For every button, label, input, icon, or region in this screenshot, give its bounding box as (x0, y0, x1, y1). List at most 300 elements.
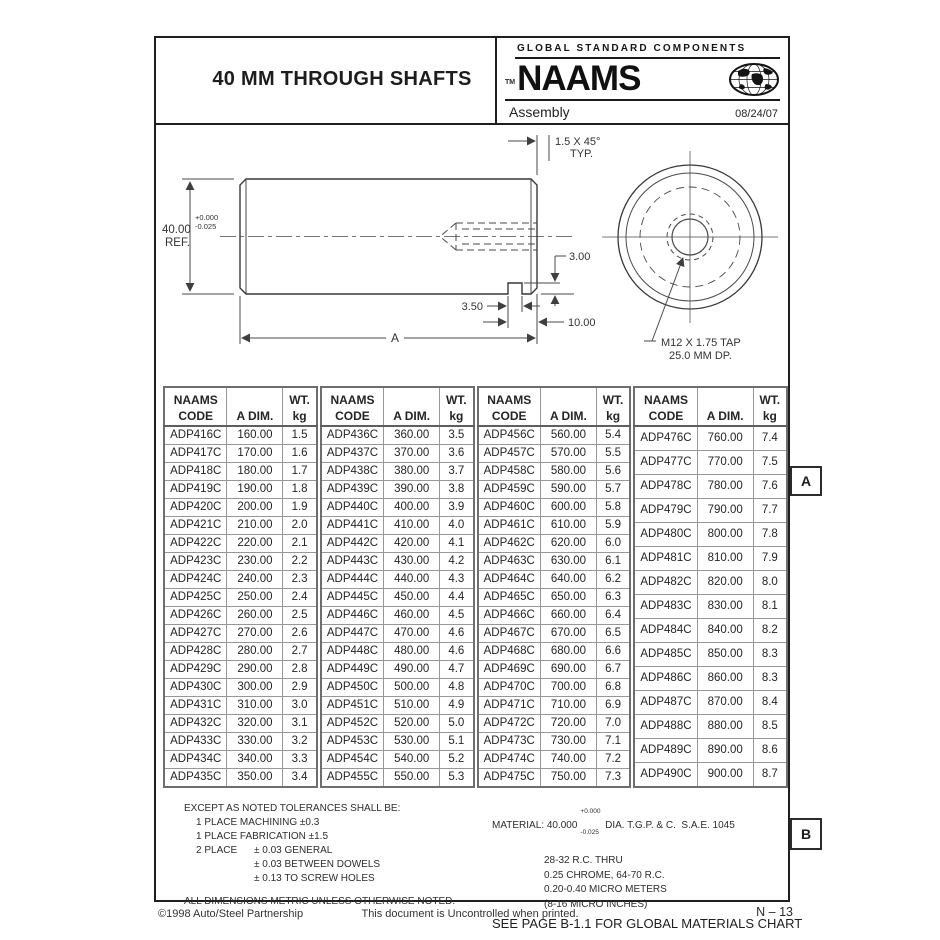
two-place-item: ± 0.13 TO SCREW HOLES (254, 873, 375, 884)
a-dim-cell: 490.00 (384, 661, 440, 679)
code-cell: ADP417C (164, 445, 227, 463)
material-detail: 0.25 CHROME, 64-70 R.C. (544, 869, 665, 881)
material-tolerance-stack (580, 794, 602, 850)
weight-cell: 6.0 (596, 535, 630, 553)
a-dim-cell: 200.00 (227, 499, 283, 517)
table-row (634, 426, 787, 451)
code-cell: ADP416C (164, 426, 227, 445)
table-row (164, 769, 317, 788)
table-row (164, 589, 317, 607)
header-a-dim: A DIM. (384, 387, 440, 426)
weight-cell: 5.4 (596, 426, 630, 445)
weight-cell: 2.8 (283, 661, 317, 679)
header-wt: WT. kg (440, 387, 474, 426)
code-cell: ADP477C (634, 451, 697, 475)
code-cell: ADP467C (478, 625, 541, 643)
code-cell: ADP455C (321, 769, 384, 788)
table-row (478, 589, 631, 607)
a-dim-cell: 670.00 (540, 625, 596, 643)
tolerance-notes (184, 802, 455, 909)
weight-cell: 1.5 (283, 426, 317, 445)
brand-tagline: GLOBAL STANDARD COMPONENTS (515, 42, 780, 59)
code-cell: ADP462C (478, 535, 541, 553)
weight-cell: 4.1 (440, 535, 474, 553)
weight-cell: 1.6 (283, 445, 317, 463)
weight-cell: 6.9 (596, 697, 630, 715)
code-cell: ADP475C (478, 769, 541, 788)
weight-cell: 4.9 (440, 697, 474, 715)
a-dim-cell: 870.00 (697, 690, 753, 714)
code-cell: ADP454C (321, 751, 384, 769)
weight-cell: 2.4 (283, 589, 317, 607)
header-naams-code: NAAMS CODE (478, 387, 541, 426)
a-dim-cell: 360.00 (384, 426, 440, 445)
table-row (164, 499, 317, 517)
parts-table-group-4 (633, 386, 788, 788)
table-row (164, 463, 317, 481)
table-row (321, 661, 474, 679)
a-dim-cell: 480.00 (384, 643, 440, 661)
material-detail: (8-16 MICRO INCHES) (544, 898, 648, 910)
table-row (321, 625, 474, 643)
a-dim-cell: 550.00 (384, 769, 440, 788)
weight-cell: 1.8 (283, 481, 317, 499)
a-dim-cell: 720.00 (540, 715, 596, 733)
code-cell: ADP420C (164, 499, 227, 517)
weight-cell: 8.2 (753, 618, 787, 642)
code-cell: ADP465C (478, 589, 541, 607)
table-row (634, 690, 787, 714)
chamfer-typ: TYP. (570, 148, 594, 160)
code-cell: ADP466C (478, 607, 541, 625)
brand-bottom-row (505, 99, 780, 120)
header-naams-code: NAAMS CODE (634, 387, 697, 426)
material-tol-plus: +0.000 (580, 808, 601, 815)
weight-cell: 3.4 (283, 769, 317, 788)
a-dim-cell: 440.00 (384, 571, 440, 589)
table-row (164, 697, 317, 715)
code-cell: ADP450C (321, 679, 384, 697)
code-cell: ADP431C (164, 697, 227, 715)
code-cell: ADP421C (164, 517, 227, 535)
table-row (164, 661, 317, 679)
weight-cell: 5.1 (440, 733, 474, 751)
weight-cell: 5.2 (440, 751, 474, 769)
technical-drawing (156, 125, 788, 385)
diameter-tol-plus: +0.000 (195, 213, 219, 222)
material-detail: 28-32 R.C. THRU (544, 855, 623, 866)
weight-cell: 4.7 (440, 661, 474, 679)
a-dim-cell: 750.00 (540, 769, 596, 788)
material-label-rest: DIA. T.G.P. & C. S.A.E. 1045 (605, 820, 735, 831)
a-dim-cell: 210.00 (227, 517, 283, 535)
table-row (634, 499, 787, 523)
table-header-row (321, 387, 474, 426)
two-place-item: ± 0.03 GENERAL (254, 845, 333, 856)
a-dim-cell: 530.00 (384, 733, 440, 751)
code-cell: ADP478C (634, 475, 697, 499)
weight-cell: 7.2 (596, 751, 630, 769)
a-dim-cell: 610.00 (540, 517, 596, 535)
code-cell: ADP460C (478, 499, 541, 517)
diameter-tol-minus: -0.025 (195, 222, 217, 231)
a-dim-cell: 460.00 (384, 607, 440, 625)
table-row (321, 517, 474, 535)
weight-cell: 3.7 (440, 463, 474, 481)
a-dim-cell: 320.00 (227, 715, 283, 733)
code-cell: ADP418C (164, 463, 227, 481)
code-cell: ADP438C (321, 463, 384, 481)
a-dim-cell: 410.00 (384, 517, 440, 535)
weight-cell: 3.6 (440, 445, 474, 463)
header-naams-code: NAAMS CODE (321, 387, 384, 426)
table-row (321, 553, 474, 571)
a-dim-cell: 590.00 (540, 481, 596, 499)
a-dim-cell: 780.00 (697, 475, 753, 499)
weight-cell: 8.3 (753, 666, 787, 690)
a-dim-cell: 280.00 (227, 643, 283, 661)
table-row (634, 475, 787, 499)
table-row (478, 697, 631, 715)
table-row (164, 426, 317, 445)
table-row (478, 426, 631, 445)
table-header-row (164, 387, 317, 426)
table-row (634, 714, 787, 738)
table-row (164, 481, 317, 499)
table-row (634, 570, 787, 594)
code-cell: ADP442C (321, 535, 384, 553)
code-cell: ADP437C (321, 445, 384, 463)
table-row (321, 733, 474, 751)
table-row (321, 535, 474, 553)
table-row (164, 607, 317, 625)
a-dim-cell: 390.00 (384, 481, 440, 499)
zone-marker-a: A (790, 466, 822, 496)
code-cell: ADP419C (164, 481, 227, 499)
weight-cell: 7.0 (596, 715, 630, 733)
weight-cell: 3.0 (283, 697, 317, 715)
copyright-text: ©1998 Auto/Steel Partnership (158, 908, 304, 920)
table-row (478, 643, 631, 661)
table-row (478, 661, 631, 679)
code-cell: ADP479C (634, 499, 697, 523)
tap-note-line1: M12 X 1.75 TAP (661, 337, 741, 349)
table-row (634, 547, 787, 571)
weight-cell: 5.0 (440, 715, 474, 733)
groove-width-dim: 3.50 (461, 301, 483, 313)
groove-offset-dim: 10.00 (568, 317, 596, 329)
weight-cell: 8.5 (753, 714, 787, 738)
a-dim-cell: 220.00 (227, 535, 283, 553)
table-row (634, 666, 787, 690)
weight-cell: 4.3 (440, 571, 474, 589)
code-cell: ADP472C (478, 715, 541, 733)
code-cell: ADP456C (478, 426, 541, 445)
table-row (164, 553, 317, 571)
a-dim-cell: 710.00 (540, 697, 596, 715)
code-cell: ADP459C (478, 481, 541, 499)
table-row (321, 697, 474, 715)
weight-cell: 7.8 (753, 523, 787, 547)
weight-cell: 3.3 (283, 751, 317, 769)
weight-cell: 7.7 (753, 499, 787, 523)
weight-cell: 5.6 (596, 463, 630, 481)
weight-cell: 6.6 (596, 643, 630, 661)
a-dim-cell: 540.00 (384, 751, 440, 769)
weight-cell: 7.6 (753, 475, 787, 499)
a-dim-cell: 640.00 (540, 571, 596, 589)
code-cell: ADP435C (164, 769, 227, 788)
brand-row (505, 59, 780, 99)
weight-cell: 6.5 (596, 625, 630, 643)
table-header-row (634, 387, 787, 426)
table-row (321, 751, 474, 769)
code-cell: ADP488C (634, 714, 697, 738)
a-dim-cell: 310.00 (227, 697, 283, 715)
table-row (321, 445, 474, 463)
a-dim-cell: 600.00 (540, 499, 596, 517)
a-dim-cell: 900.00 (697, 762, 753, 787)
two-place-block (196, 844, 455, 886)
a-dim-cell: 580.00 (540, 463, 596, 481)
code-cell: ADP476C (634, 426, 697, 451)
header-a-dim: A DIM. (697, 387, 753, 426)
a-dim-cell: 620.00 (540, 535, 596, 553)
brand-name: NAAMS (517, 59, 641, 98)
material-detail-list (544, 854, 735, 912)
code-cell: ADP453C (321, 733, 384, 751)
code-cell: ADP422C (164, 535, 227, 553)
trademark-label: TM (505, 78, 516, 86)
weight-cell: 3.9 (440, 499, 474, 517)
table-row (321, 769, 474, 788)
two-place-list (254, 844, 380, 886)
code-cell: ADP481C (634, 547, 697, 571)
code-cell: ADP446C (321, 607, 384, 625)
weight-cell: 2.3 (283, 571, 317, 589)
code-cell: ADP439C (321, 481, 384, 499)
chamfer-note: 1.5 X 45° (555, 136, 601, 148)
a-dim-cell: 770.00 (697, 451, 753, 475)
see-page-note: SEE PAGE B-1.1 FOR GLOBAL MATERIALS CHART (492, 916, 803, 931)
weight-cell: 7.3 (596, 769, 630, 788)
page-title: 40 MM THROUGH SHAFTS (212, 68, 472, 90)
weight-cell: 7.9 (753, 547, 787, 571)
code-cell: ADP458C (478, 463, 541, 481)
a-dim-cell: 700.00 (540, 679, 596, 697)
code-cell: ADP423C (164, 553, 227, 571)
a-dim-cell: 820.00 (697, 570, 753, 594)
weight-cell: 6.3 (596, 589, 630, 607)
table-row (478, 733, 631, 751)
code-cell: ADP426C (164, 607, 227, 625)
code-cell: ADP484C (634, 618, 697, 642)
weight-cell: 7.4 (753, 426, 787, 451)
code-cell: ADP463C (478, 553, 541, 571)
header-naams-code: NAAMS CODE (164, 387, 227, 426)
table-row (478, 769, 631, 788)
code-cell: ADP461C (478, 517, 541, 535)
a-dim-cell: 270.00 (227, 625, 283, 643)
code-cell: ADP468C (478, 643, 541, 661)
a-dim-cell: 430.00 (384, 553, 440, 571)
table-row (634, 451, 787, 475)
a-dim-cell: 520.00 (384, 715, 440, 733)
revision-date: 08/24/07 (735, 108, 778, 120)
a-dim-cell: 840.00 (697, 618, 753, 642)
code-cell: ADP469C (478, 661, 541, 679)
two-place-label: 2 PLACE (196, 845, 238, 856)
code-cell: ADP464C (478, 571, 541, 589)
a-dim-cell: 850.00 (697, 642, 753, 666)
a-dim-cell: 510.00 (384, 697, 440, 715)
table-row (478, 463, 631, 481)
a-dim-cell: 330.00 (227, 733, 283, 751)
weight-cell: 5.7 (596, 481, 630, 499)
table-row (164, 571, 317, 589)
a-dim-cell: 190.00 (227, 481, 283, 499)
code-cell: ADP447C (321, 625, 384, 643)
table-row (634, 738, 787, 762)
a-dim-cell: 680.00 (540, 643, 596, 661)
code-cell: ADP427C (164, 625, 227, 643)
code-cell: ADP483C (634, 594, 697, 618)
diameter-value: 40.00 (162, 224, 191, 236)
weight-cell: 5.5 (596, 445, 630, 463)
zone-marker-b: B (790, 818, 822, 850)
a-dim-cell: 730.00 (540, 733, 596, 751)
a-dim-cell: 300.00 (227, 679, 283, 697)
weight-cell: 2.5 (283, 607, 317, 625)
a-dim-cell: 350.00 (227, 769, 283, 788)
table-row (478, 553, 631, 571)
page-number: N – 13 (756, 905, 793, 919)
weight-cell: 4.0 (440, 517, 474, 535)
a-dim-cell: 380.00 (384, 463, 440, 481)
table-row (478, 751, 631, 769)
a-dim-cell: 420.00 (384, 535, 440, 553)
table-row (321, 679, 474, 697)
code-cell: ADP471C (478, 697, 541, 715)
weight-cell: 6.2 (596, 571, 630, 589)
table-row (164, 535, 317, 553)
table-row (164, 517, 317, 535)
table-row (164, 715, 317, 733)
a-dim-cell: 340.00 (227, 751, 283, 769)
a-dim-cell: 880.00 (697, 714, 753, 738)
code-cell: ADP487C (634, 690, 697, 714)
code-cell: ADP443C (321, 553, 384, 571)
weight-cell: 2.7 (283, 643, 317, 661)
table-row (321, 715, 474, 733)
a-dim-cell: 260.00 (227, 607, 283, 625)
two-place-item: ± 0.03 BETWEEN DOWELS (254, 859, 381, 870)
code-cell: ADP448C (321, 643, 384, 661)
weight-cell: 1.9 (283, 499, 317, 517)
tolerance-line: 1 PLACE MACHINING ±0.3 (196, 817, 320, 828)
length-dim-label: A (391, 331, 400, 345)
code-cell: ADP452C (321, 715, 384, 733)
table-row (634, 762, 787, 787)
tap-note-line2: 25.0 MM DP. (669, 350, 732, 362)
code-cell: ADP489C (634, 738, 697, 762)
weight-cell: 2.9 (283, 679, 317, 697)
uncontrolled-note: This document is Uncontrolled when printed. (361, 908, 579, 920)
parts-table-group-3 (477, 386, 632, 788)
tolerance-line: 1 PLACE FABRICATION ±1.5 (196, 831, 329, 842)
a-dim-cell: 450.00 (384, 589, 440, 607)
a-dim-cell: 790.00 (697, 499, 753, 523)
code-cell: ADP449C (321, 661, 384, 679)
header-a-dim: A DIM. (540, 387, 596, 426)
a-dim-cell: 800.00 (697, 523, 753, 547)
weight-cell: 6.7 (596, 661, 630, 679)
material-notes (492, 798, 735, 912)
weight-cell: 8.0 (753, 570, 787, 594)
code-cell: ADP485C (634, 642, 697, 666)
code-cell: ADP441C (321, 517, 384, 535)
table-row (164, 445, 317, 463)
code-cell: ADP474C (478, 751, 541, 769)
material-line (492, 798, 735, 854)
weight-cell: 5.3 (440, 769, 474, 788)
code-cell: ADP444C (321, 571, 384, 589)
weight-cell: 7.1 (596, 733, 630, 751)
a-dim-cell: 250.00 (227, 589, 283, 607)
weight-cell: 2.2 (283, 553, 317, 571)
weight-cell: 3.2 (283, 733, 317, 751)
table-row (321, 499, 474, 517)
table-row (478, 625, 631, 643)
a-dim-cell: 400.00 (384, 499, 440, 517)
code-cell: ADP486C (634, 666, 697, 690)
weight-cell: 3.5 (440, 426, 474, 445)
a-dim-cell: 810.00 (697, 547, 753, 571)
metric-note: ALL DIMENSIONS METRIC UNLESS OTHERWISE NOTED. (184, 896, 456, 907)
a-dim-cell: 160.00 (227, 426, 283, 445)
code-cell: ADP428C (164, 643, 227, 661)
weight-cell: 7.5 (753, 451, 787, 475)
code-cell: ADP490C (634, 762, 697, 787)
header (156, 38, 788, 125)
a-dim-cell: 760.00 (697, 426, 753, 451)
table-row (478, 715, 631, 733)
code-cell: ADP451C (321, 697, 384, 715)
a-dim-cell: 650.00 (540, 589, 596, 607)
table-row (634, 618, 787, 642)
weight-cell: 4.6 (440, 643, 474, 661)
a-dim-cell: 290.00 (227, 661, 283, 679)
table-row (634, 642, 787, 666)
table-row (164, 751, 317, 769)
table-row (321, 607, 474, 625)
parts-table-group-1 (163, 386, 318, 788)
code-cell: ADP482C (634, 570, 697, 594)
code-cell: ADP424C (164, 571, 227, 589)
a-dim-cell: 370.00 (384, 445, 440, 463)
table-row (321, 426, 474, 445)
weight-cell: 4.8 (440, 679, 474, 697)
parts-table (163, 386, 788, 788)
code-cell: ADP425C (164, 589, 227, 607)
a-dim-cell: 170.00 (227, 445, 283, 463)
header-wt: WT. kg (753, 387, 787, 426)
weight-cell: 3.1 (283, 715, 317, 733)
weight-cell: 8.3 (753, 642, 787, 666)
tolerance-title: EXCEPT AS NOTED TOLERANCES SHALL BE: (184, 803, 401, 814)
weight-cell: 2.0 (283, 517, 317, 535)
weight-cell: 8.7 (753, 762, 787, 787)
